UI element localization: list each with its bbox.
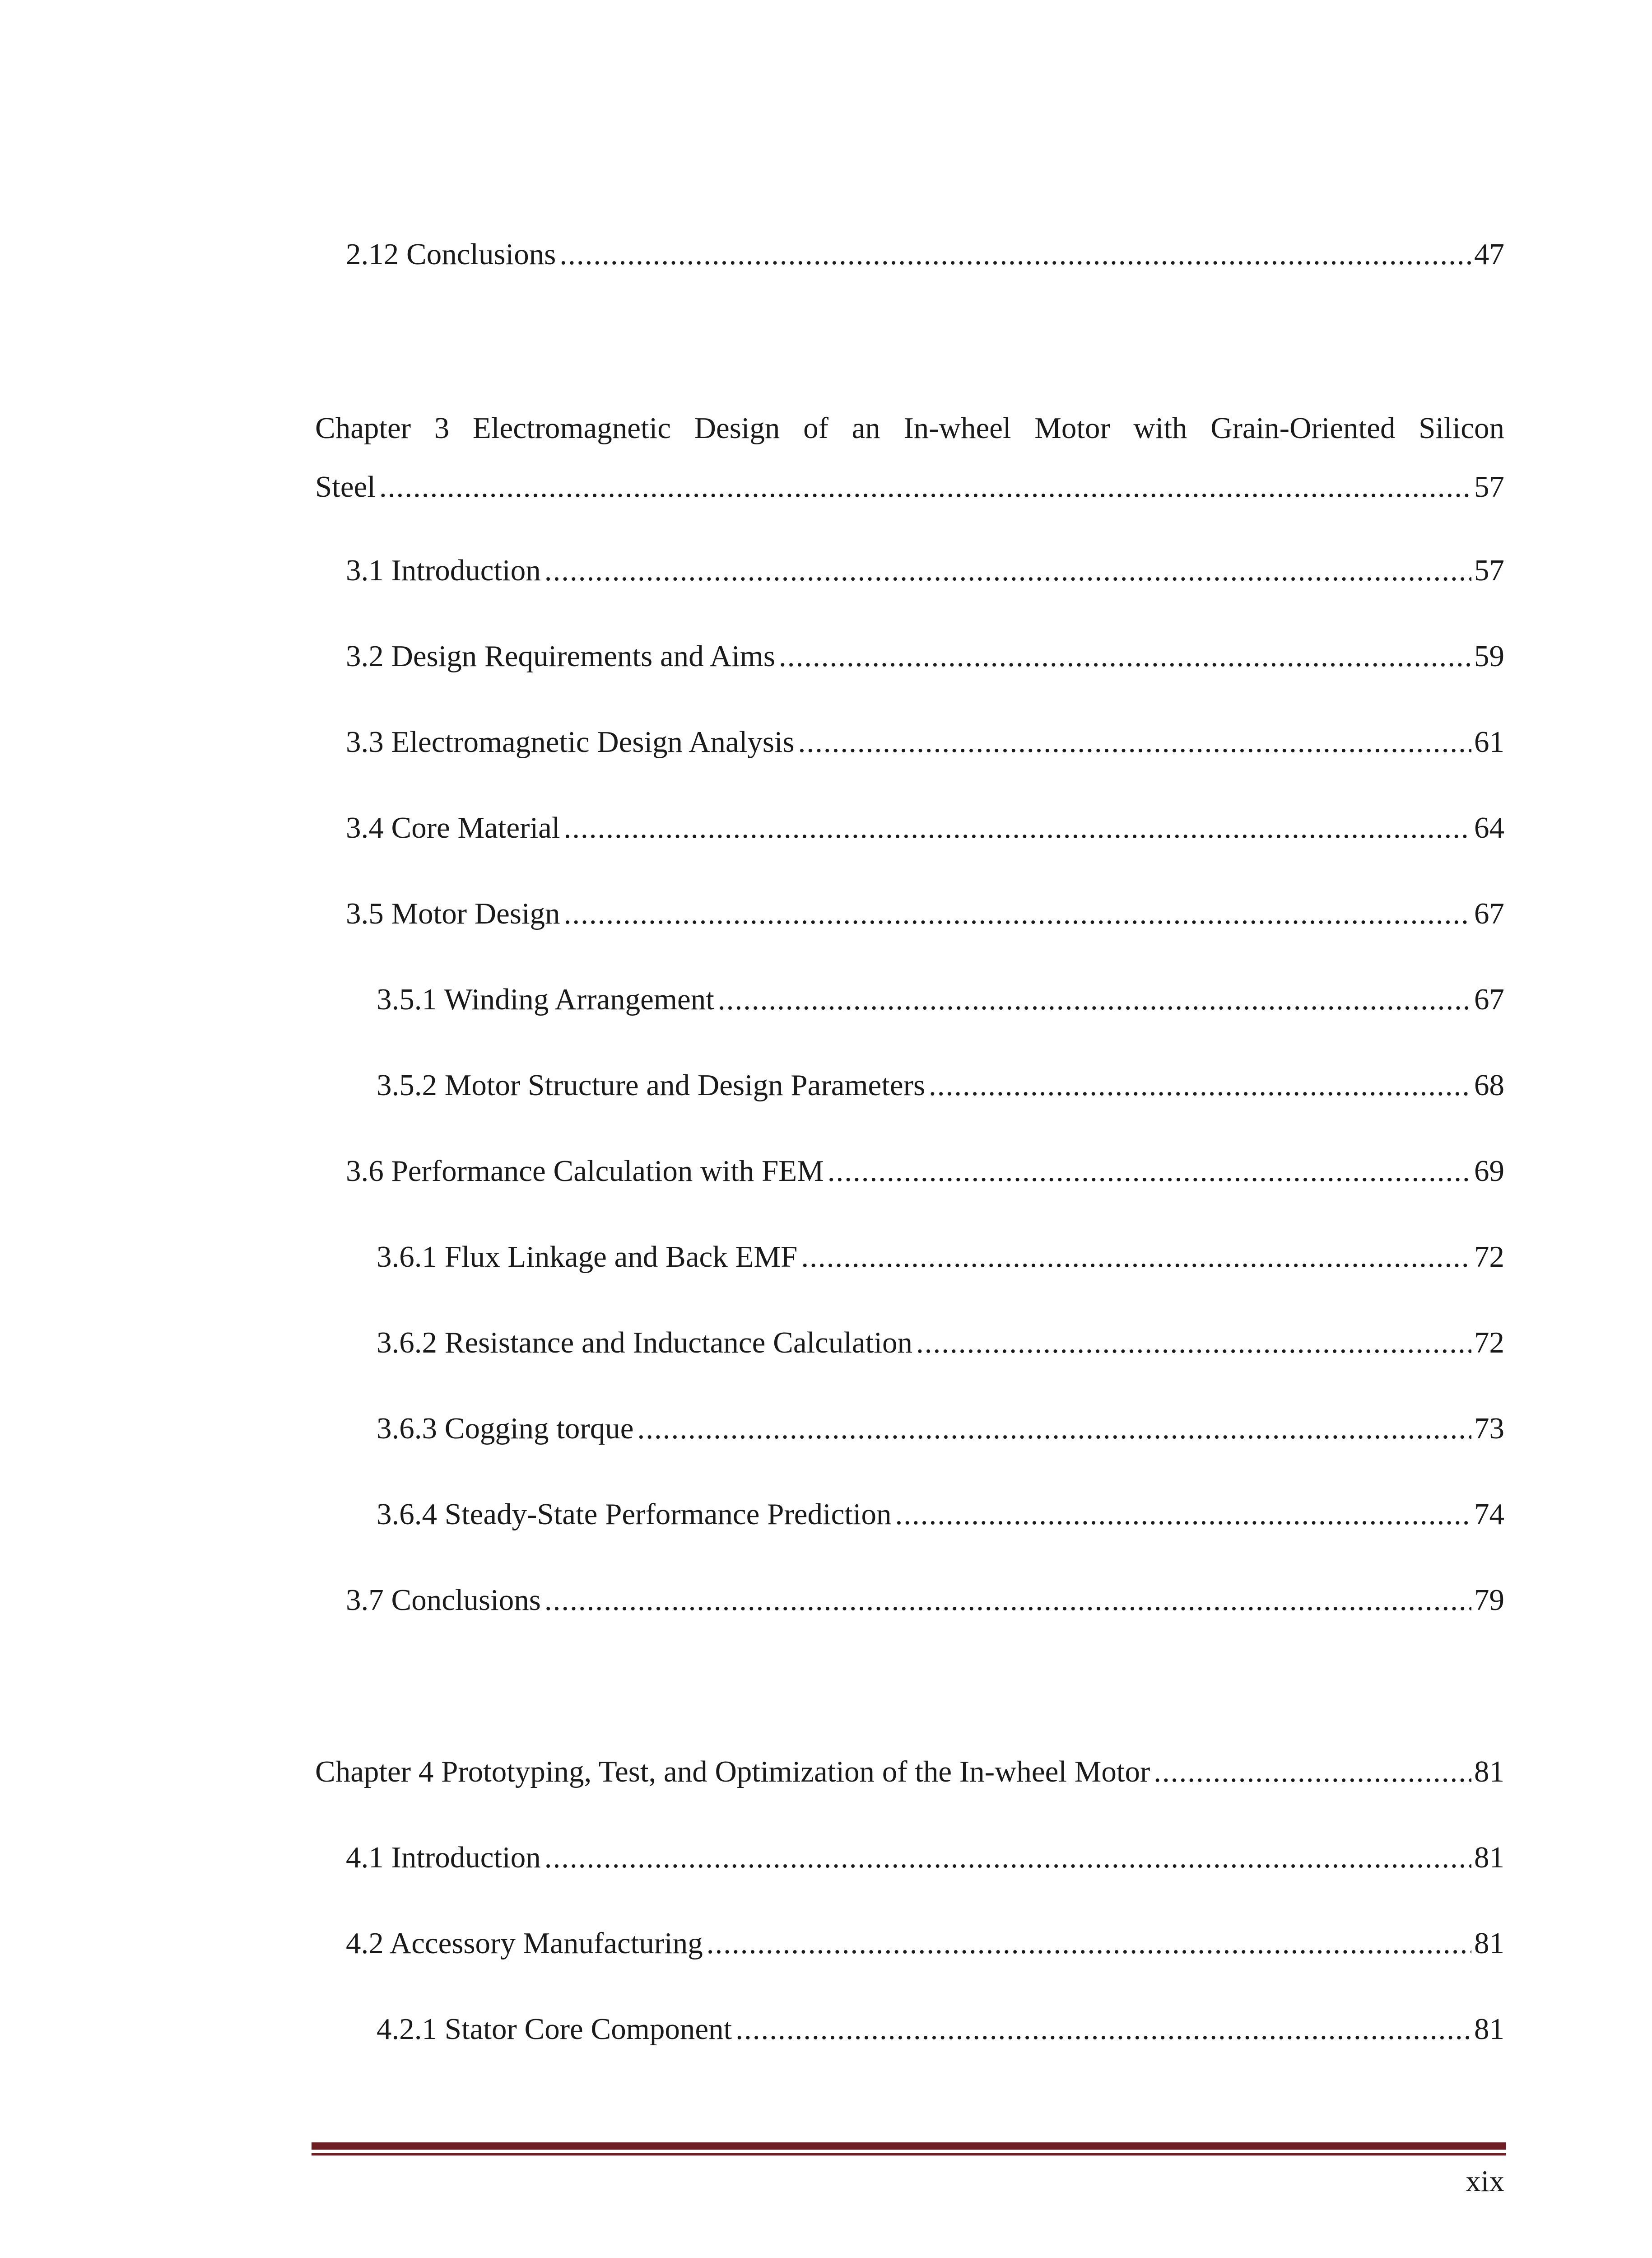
dot-leader (1154, 1754, 1471, 1789)
toc-entry-title: 3.4 Core Material (346, 811, 560, 844)
dot-leader (544, 553, 1471, 588)
toc-entry-title: 2.12 Conclusions (346, 238, 556, 271)
toc-entry-title: 3.2 Design Requirements and Aims (346, 639, 775, 673)
toc-entry-title: 4.2.1 Stator Core Component (377, 2012, 732, 2046)
chapter-3-title-line-1: Chapter 3 Electromagnetic Design of an In-wheel Motor with Grain-Oriented Silicon (315, 411, 1504, 445)
toc-entry (346, 1926, 1504, 1967)
toc-entry (346, 237, 1504, 278)
toc-entry-title: 3.6 Performance Calculation with FEM (346, 1154, 824, 1188)
footer-rule (312, 2142, 1506, 2150)
toc-entry-page: 57 (1474, 470, 1504, 504)
toc-entry (346, 1840, 1504, 1881)
toc-entry-page: 81 (1474, 1927, 1504, 1960)
dot-leader (564, 896, 1471, 931)
toc-entry (346, 1154, 1504, 1194)
toc-entry-title: 3.5.2 Motor Structure and Design Parameters (377, 1068, 926, 1102)
dot-leader (707, 1926, 1471, 1961)
toc-entry-page: 57 (1474, 554, 1504, 587)
toc-entry-page: 68 (1474, 1068, 1504, 1102)
toc-entry-page: 67 (1474, 897, 1504, 930)
toc-entry-title: 4.2 Accessory Manufacturing (346, 1927, 703, 1960)
toc-entry-title: 4.1 Introduction (346, 1841, 541, 1874)
dot-leader (779, 639, 1471, 674)
dot-leader (801, 1240, 1471, 1274)
toc-entry (377, 1325, 1504, 1366)
toc-entry-chapter (315, 470, 1504, 510)
toc-entry-page: 59 (1474, 639, 1504, 673)
toc-entry-title: 3.6.1 Flux Linkage and Back EMF (377, 1240, 798, 1274)
toc-entry-title: 3.6.3 Cogging torque (377, 1412, 634, 1445)
toc-entry (346, 553, 1504, 594)
toc-entry-page: 69 (1474, 1154, 1504, 1188)
toc-entry-title: 3.5 Motor Design (346, 897, 560, 930)
toc-entry (346, 639, 1504, 680)
dot-leader (563, 811, 1471, 845)
toc-entry-page: 81 (1474, 1841, 1504, 1874)
toc-entry-title: 3.3 Electromagnetic Design Analysis (346, 725, 795, 759)
toc-entry (346, 1583, 1504, 1624)
toc-entry (377, 1068, 1504, 1109)
dot-leader (559, 237, 1471, 272)
dot-leader (544, 1840, 1471, 1875)
dot-leader (735, 2012, 1471, 2047)
toc-entry-title: Chapter 4 Prototyping, Test, and Optimization of the In-wheel Motor (315, 1755, 1150, 1788)
toc-entry-page: 74 (1474, 1498, 1504, 1531)
toc-entry-title: 3.1 Introduction (346, 554, 541, 587)
toc-entry-page: 81 (1474, 1755, 1504, 1788)
toc-entry (377, 982, 1504, 1023)
toc-entry (346, 896, 1504, 937)
page-number: xix (1466, 2165, 1504, 2198)
dot-leader (544, 1583, 1471, 1618)
dot-leader (929, 1068, 1471, 1103)
dot-leader (718, 982, 1471, 1017)
toc-entry (377, 1497, 1504, 1538)
toc-entry-page: 72 (1474, 1326, 1504, 1359)
dot-leader (798, 725, 1471, 760)
dot-leader (379, 470, 1471, 504)
toc-entry (377, 1240, 1504, 1280)
toc-entry-page: 61 (1474, 725, 1504, 759)
toc-entry-page: 47 (1474, 238, 1504, 271)
dot-leader (637, 1411, 1471, 1446)
dot-leader (828, 1154, 1471, 1189)
toc-entry-page: 81 (1474, 2012, 1504, 2046)
toc-entry (346, 725, 1504, 765)
toc-entry-page: 72 (1474, 1240, 1504, 1274)
dot-leader (895, 1497, 1471, 1532)
toc-entry-title: Steel (315, 470, 376, 504)
toc-entry-title: 3.7 Conclusions (346, 1583, 541, 1617)
toc-entry-title: 3.6.4 Steady-State Performance Prediction (377, 1498, 892, 1531)
dot-leader (916, 1325, 1471, 1360)
toc-entry-chapter (315, 1754, 1504, 1795)
toc-entry-title: 3.6.2 Resistance and Inductance Calculation (377, 1326, 912, 1359)
toc-entry-page: 67 (1474, 983, 1504, 1016)
toc-entry-page: 64 (1474, 811, 1504, 844)
footer-rule-thin (312, 2153, 1506, 2155)
toc-entry (346, 811, 1504, 851)
toc-entry-page: 79 (1474, 1583, 1504, 1617)
toc-entry-title: 3.5.1 Winding Arrangement (377, 983, 714, 1016)
toc-entry (377, 2012, 1504, 2053)
toc-entry (377, 1411, 1504, 1452)
toc-entry-page: 73 (1474, 1412, 1504, 1445)
